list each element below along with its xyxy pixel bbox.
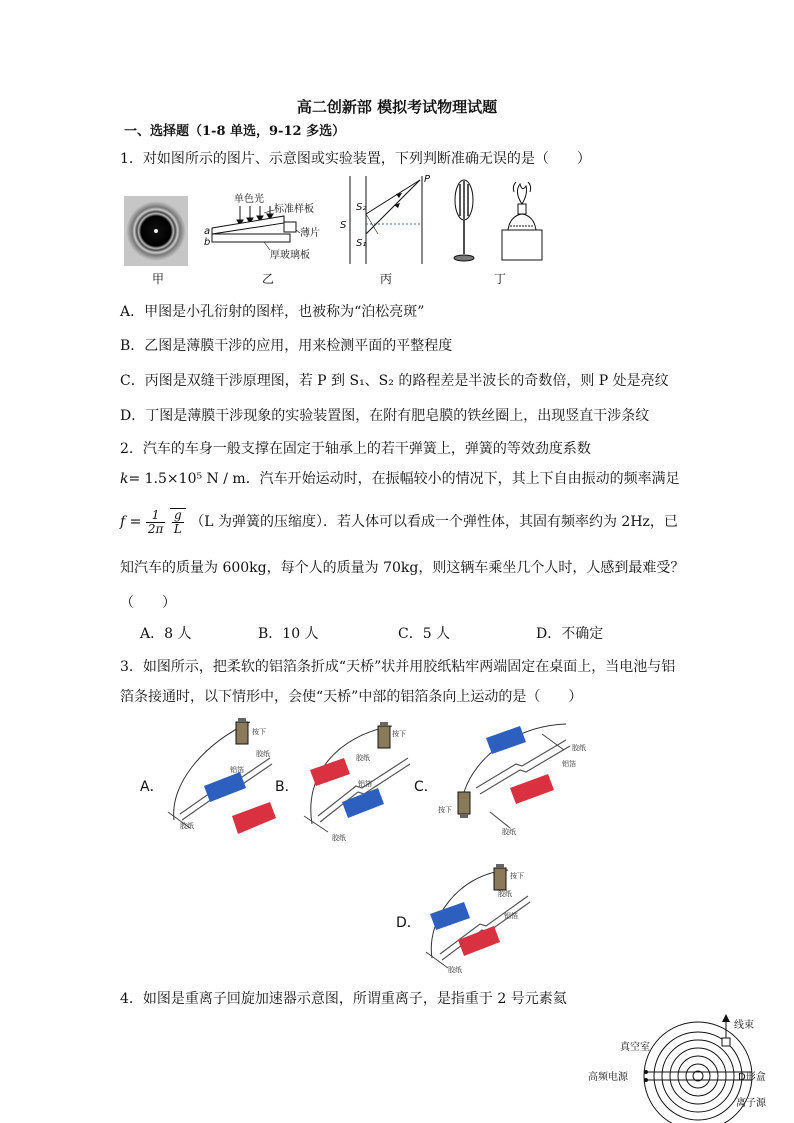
label-dbox: D形盒 [738, 1072, 766, 1083]
svg-text:a: a [204, 226, 211, 237]
label-source: 离子源 [736, 1098, 766, 1109]
q4-line1: 4．如图是重离子回旋加速器示意图，所谓重离子，是指重于 2 号元素氦 [120, 991, 567, 1007]
page-title: 高二创新部 模拟考试物理试题 [296, 98, 498, 116]
caption-bing: 丙 [379, 272, 392, 286]
q2-option-d: D．不确定 [536, 626, 604, 642]
q1-option-d: D．丁图是薄膜干涉现象的实验装置图，在附有肥皂膜的铁丝圈上，出现竖直干涉条纹 [120, 408, 650, 424]
label-glass: 厚玻璃板 [270, 250, 310, 261]
svg-text:S₂: S₂ [356, 202, 367, 213]
svg-text:b: b [204, 237, 211, 248]
q1-figure-bing [338, 172, 434, 268]
svg-text:按下: 按下 [252, 728, 266, 736]
q2-line4: 知汽车的质量为 600kg，每个人的质量为 70kg，则这辆车乘坐几个人时，人感到最难受？ [120, 560, 685, 576]
label-sheet: 薄片 [300, 228, 320, 239]
q1-option-c: C．丙图是双缝干涉原理图，若 P 到 S₁、S₂ 的路程差是半波长的奇数倍，则 P 处是亮纹 [120, 373, 669, 389]
q3-option-b-label: B． [275, 779, 299, 795]
q3-figure-c [436, 716, 600, 840]
q3-option-a-label: A． [140, 779, 164, 795]
q1-figure-ding [448, 178, 552, 266]
q3-line2: 箔条接通时，以下情形中，会使“天桥”中部的铝箔条向上运动的是（ ） [120, 689, 583, 705]
q2-option-c: C．5 人 [398, 626, 451, 642]
q4-cyclotron-diagram [580, 1012, 786, 1123]
q3-option-c-label: C． [414, 779, 438, 795]
q2-option-b: B．10 人 [258, 626, 319, 642]
svg-text:胶纸: 胶纸 [498, 890, 512, 898]
q3-line1: 3．如图所示，把柔软的铝箔条折成“天桥”状并用胶纸粘牢两端固定在桌面上，当电池与铝 [120, 659, 676, 675]
svg-text:胶纸: 胶纸 [332, 834, 346, 842]
svg-text:铝箔: 铝箔 [562, 760, 576, 768]
q3-figure-b [296, 716, 420, 844]
q3-option-d-label: D． [396, 915, 421, 931]
q2-line5: （ ） [120, 595, 176, 611]
label-P: P [424, 174, 431, 185]
svg-text:按下: 按下 [510, 872, 524, 880]
label-vacuum: 真空室 [620, 1042, 650, 1053]
q2-line3: f = $\frac{1}{2\pi}$ $\frac{g}{L}$ （L 为弹簧的压缩度）．若人体可以看成一个弹性体，其固有频率约为 2Hz，已 [120, 507, 678, 536]
q1-figure-yi [204, 190, 324, 268]
svg-text:胶纸: 胶纸 [448, 966, 462, 974]
svg-text:胶纸: 胶纸 [180, 822, 194, 830]
label-light: 单色光 [234, 194, 264, 205]
q3-figure-a [160, 716, 280, 844]
caption-yi: 乙 [261, 272, 274, 286]
svg-text:铝箔: 铝箔 [230, 766, 244, 774]
svg-text:铝箔: 铝箔 [504, 912, 518, 920]
q1-option-a: A．甲图是小孔衍射的图样，也被称为“泊松亮斑” [120, 304, 425, 320]
svg-text:S₁: S₁ [356, 238, 367, 249]
svg-text:铝箔: 铝箔 [358, 780, 372, 788]
q2-option-a: A．8 人 [140, 626, 192, 642]
svg-text:胶纸: 胶纸 [502, 828, 516, 836]
caption-ding: 丁 [493, 272, 506, 286]
label-beam: 线束 [734, 1020, 754, 1031]
svg-text:按下: 按下 [438, 806, 452, 814]
q1-stem: 1．对如图所示的图片、示意图或实验装置，下列判断准确无误的是（ ） [120, 151, 591, 167]
section-heading: 一、选择题（1-8 单选，9-12 多选） [124, 124, 346, 139]
q2-line2: k= 1.5×10⁵ N / m．汽车开始运动时，在振幅较小的情况下，其上下自由振动的频率满足 [120, 471, 680, 487]
q1-option-b: B．乙图是薄膜干涉的应用，用来检测平面的平整程度 [120, 338, 453, 354]
svg-text:胶纸: 胶纸 [256, 750, 270, 758]
svg-text:胶纸: 胶纸 [572, 744, 586, 752]
label-S: S [340, 220, 347, 231]
q2-line1: 2．汽车的车身一般支撑在固定于轴承上的若干弹簧上，弹簧的等效劲度系数 [120, 441, 591, 457]
q3-figure-d [418, 860, 542, 980]
caption-jia: 甲 [151, 272, 164, 286]
svg-text:胶纸: 胶纸 [356, 754, 370, 762]
svg-text:按下: 按下 [392, 730, 406, 738]
label-plate: 标准样板 [274, 204, 314, 215]
label-hf: 高频电源 [588, 1072, 628, 1083]
q1-figure-jia [124, 196, 188, 266]
